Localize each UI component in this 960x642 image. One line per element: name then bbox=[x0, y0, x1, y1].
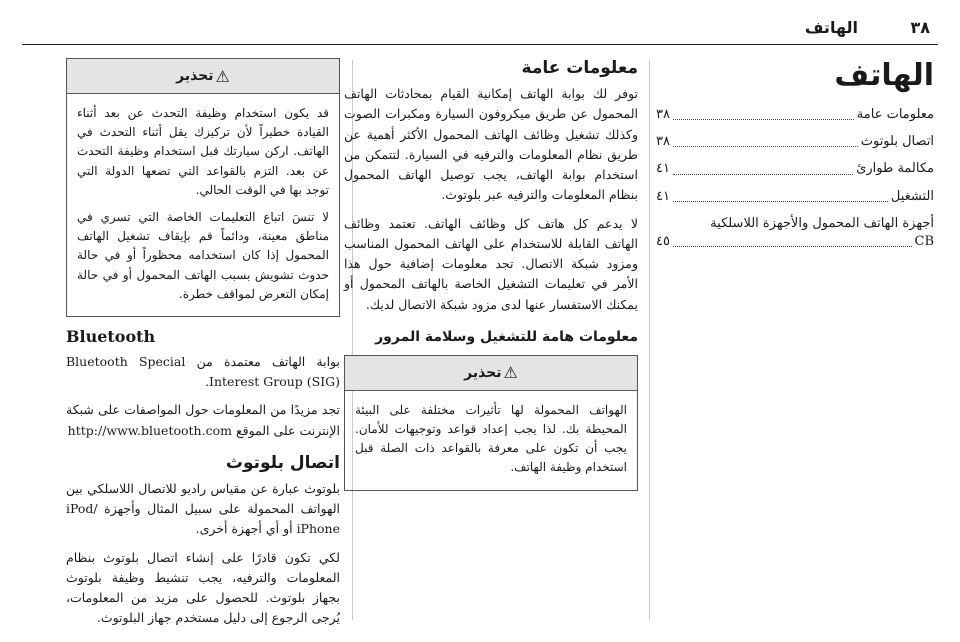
toc-page: ٣٨ bbox=[656, 134, 670, 150]
bluetooth-url-link[interactable]: http://www.bluetooth.com bbox=[67, 422, 232, 438]
paragraph: توفر لك بوابة الهاتف إمكانية القيام بمحادثات الهاتف المحمول عن طريق ميكروفون السيارة ومكبرات الصوت وكذلك تشغيل وظائف الهاتف المحمول الأكثر أهمية عن طريق نظام المعلومات والترفيه في السيارة. لتتمكن من استخدام بوابة الهاتف، يجب توصيل الهاتف المحمول بنظام المعلومات والترفيه عبر بلوتوث. bbox=[344, 86, 638, 203]
warning-text: قد يكون استخدام وظيفة التحدث عن بعد أثناء القيادة خطيراً لأن تركيزك يقل أثناء التحدث في الهاتف. اركن سيارتك قبل استخدام وظيفة التحدث عن بعد. التزم بالقواعد التي تضعها الدولة التي توجد بها في الوقت الحالي. bbox=[77, 106, 329, 197]
paragraph: تجد مزيدًا من المعلومات حول المواصفات على شبكة الإنترنت على الموقع http://www.bluetooth.com bbox=[66, 402, 340, 438]
paragraph: بلوتوث عبارة عن مقياس راديو للاتصال اللاسلكي بين الهواتف المحمولة على سبيل المثال وأجهزة iPod/ iPhone أو أي أجهزة أخرى. bbox=[66, 480, 340, 537]
paragraph: لكي تكون قادرًا على إنشاء اتصال بلوتوث بنظام المعلومات والترفيه، يجب تنشيط وظيفة بلوتوث بجهاز بلوتوث. للحصول على مزيد من المعلومات، يُرجى الرجوع إلى دليل مستخدم جهاز البلوتوث. bbox=[66, 549, 340, 626]
general-info-column bbox=[344, 58, 638, 501]
warning-label: تحذير bbox=[464, 364, 502, 381]
toc-item[interactable]: معلومات عامة ٣٨ bbox=[656, 106, 934, 124]
paragraph: لا يدعم كل هاتف كل وظائف الهاتف. تعتمد وظائف الهاتف القابلة للاستخدام على الهاتف المحمول المناسب ومزود شبكة الاتصال. تجد معلومات إضافية حول هذا الأمر في تعليمات التشغيل الخاصة بالهاتف المحمول أو يمكنك الاستفسار عنها لدى مزود شبكة الاتصال لديك. bbox=[344, 215, 638, 312]
warning-triangle-icon: ⚠ bbox=[503, 363, 518, 383]
toc-page: ٣٨ bbox=[656, 107, 670, 122]
toc-item[interactable]: اتصال بلوتوث ٣٨ bbox=[656, 133, 934, 151]
warning-box bbox=[344, 355, 638, 491]
warning-header bbox=[67, 59, 339, 94]
warning-label: تحذير bbox=[176, 68, 214, 84]
section-title-bluetooth: Bluetooth bbox=[66, 326, 156, 346]
page-header bbox=[22, 14, 938, 45]
warning-header bbox=[345, 356, 637, 391]
toc-item[interactable]: التشغيل ٤١ bbox=[656, 188, 934, 206]
section-title-connection: اتصال بلوتوث bbox=[225, 452, 340, 473]
toc-item[interactable]: مكالمة طوارئ ٤١ bbox=[656, 160, 934, 178]
section-title-safety: معلومات هامة للتشغيل وسلامة المرور bbox=[375, 328, 638, 345]
toc-page: ٤١ bbox=[656, 188, 670, 204]
section-title-general: معلومات عامة bbox=[521, 58, 638, 78]
bluetooth-column bbox=[66, 58, 340, 637]
running-title: الهاتف bbox=[804, 18, 858, 37]
page-number: ٣٨ bbox=[910, 18, 930, 37]
chapter-column bbox=[656, 58, 934, 260]
warning-triangle-icon: ⚠ bbox=[215, 66, 230, 86]
chapter-title: الهاتف bbox=[834, 58, 934, 93]
toc-item[interactable]: أجهزة الهاتف المحمول والأجهزة اللاسلكية CB ٤٥ bbox=[656, 215, 934, 251]
warning-text: الهواتف المحمولة لها تأثيرات مختلفة على البيئة المحيطة بك. لذا يجب إعداد قواعد وتوجيهات للأمان. يجب أن تكون على معرفة بالقواعد ذات الصلة قبل استخدام وظيفة الهاتف. bbox=[355, 402, 627, 475]
table-of-contents bbox=[656, 106, 934, 251]
toc-page: ٤٥ bbox=[656, 233, 670, 249]
warning-box bbox=[66, 58, 340, 317]
warning-text: لا تنسَ اتباع التعليمات الخاصة التي تسري في مناطق معينة، ودائماً قم بإيقاف تشغيل الهاتف المحمول إذا كان استخدامه محظوراً أو في حالة حدوث تشويش بسبب الهاتف المحمول أو في حالة إمكان التعرض لمواقف خطرة. bbox=[77, 209, 329, 301]
paragraph: بوابة الهاتف معتمدة من Bluetooth Special Interest Group (SIG). bbox=[66, 353, 340, 390]
toc-page: ٤١ bbox=[656, 161, 670, 177]
column-divider bbox=[649, 60, 650, 620]
